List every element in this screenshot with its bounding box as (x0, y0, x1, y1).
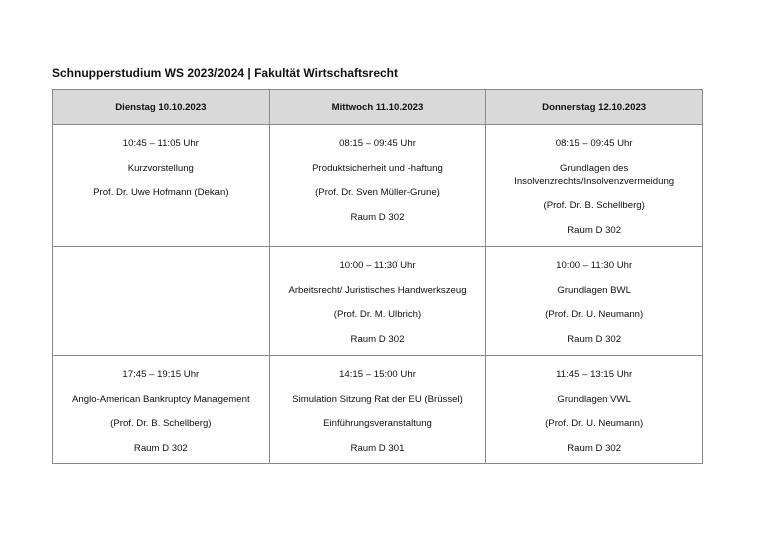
session-title: Anglo-American Bankruptcy Management (72, 393, 250, 405)
session-lecturer: (Prof. Dr. U. Neumann) (545, 309, 644, 320)
session-subtitle: Einführungsveranstaltung (323, 418, 432, 429)
table-row (53, 356, 703, 464)
schedule-cell (486, 247, 703, 356)
session-time: 10:45 – 11:05 Uhr (122, 138, 199, 149)
schedule-cell (269, 247, 486, 356)
session-title: Kurzvorstellung (127, 162, 194, 174)
session-time: 10:00 – 11:30 Uhr (556, 260, 633, 271)
table-row (53, 247, 703, 356)
session-lecturer: (Prof. Dr. U. Neumann) (545, 418, 644, 429)
session-title: Simulation Sitzung Rat der EU (Brüssel) (292, 393, 463, 405)
session-lecturer: (Prof. Dr. B. Schellberg) (543, 200, 645, 211)
header-row (53, 90, 703, 125)
session-room: Raum D 302 (567, 442, 622, 454)
session-time: 11:45 – 13:15 Uhr (556, 369, 633, 380)
session-lecturer: (Prof. Dr. B. Schellberg) (110, 418, 212, 429)
session-lecturer: (Prof. Dr. Sven Müller-Grune) (315, 187, 440, 198)
session-title: Produktsicherheit und -haftung (312, 162, 443, 174)
session-room: Raum D 302 (567, 333, 622, 345)
page-title: Schnupperstudium WS 2023/2024 | Fakultät Wirtschaftsrecht (52, 66, 399, 80)
table-row (53, 125, 703, 247)
session-lecturer: (Prof. Dr. M. Ulbrich) (333, 309, 422, 320)
schedule-cell (269, 125, 486, 247)
column-header-tuesday: Dienstag 10.10.2023 (53, 90, 270, 125)
session-time: 17:45 – 19:15 Uhr (122, 369, 200, 380)
schedule-cell (269, 356, 486, 464)
column-header-wednesday: Mittwoch 11.10.2023 (269, 90, 486, 125)
session-room: Raum D 302 (350, 211, 405, 223)
session-title: Grundlagen BWL (557, 284, 631, 296)
session-time: 14:15 – 15:00 Uhr (339, 369, 416, 380)
session-title: Grundlagen VWL (557, 393, 631, 405)
schedule-cell-empty (53, 247, 270, 356)
session-room: Raum D 302 (350, 333, 405, 345)
session-lecturer: Prof. Dr. Uwe Hofmann (Dekan) (93, 187, 229, 198)
session-title: Grundlagen des Insolvenzrechts/Insolvenzvermeidung (514, 162, 675, 187)
column-header-thursday: Donnerstag 12.10.2023 (486, 90, 703, 125)
session-room: Raum D 301 (350, 442, 405, 454)
session-room: Raum D 302 (133, 442, 188, 454)
schedule-cell (53, 125, 270, 247)
session-room: Raum D 302 (567, 224, 622, 236)
session-time: 08:15 – 09:45 Uhr (555, 138, 633, 149)
schedule-cell (486, 356, 703, 464)
schedule-cell (53, 356, 270, 464)
schedule-cell (486, 125, 703, 247)
session-time: 10:00 – 11:30 Uhr (339, 260, 416, 271)
session-time: 08:15 – 09:45 Uhr (339, 138, 416, 149)
schedule-table (52, 89, 703, 464)
session-title: Arbeitsrecht/ Juristisches Handwerkszeug (288, 284, 467, 296)
